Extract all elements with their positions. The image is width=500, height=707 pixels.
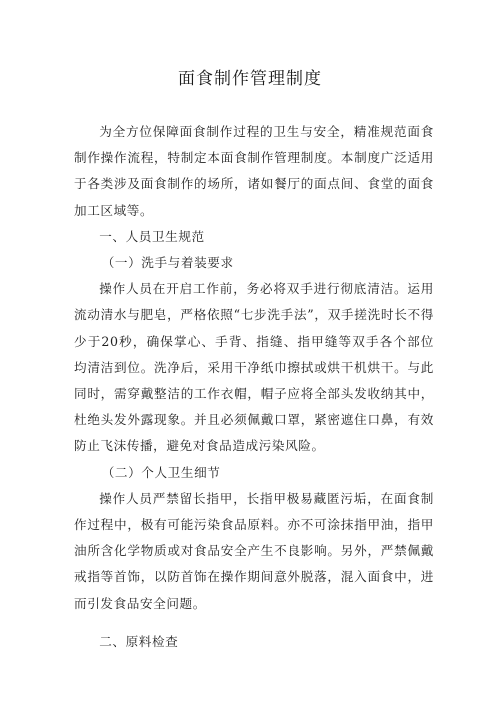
- personal-hygiene-paragraph: 操作人员严禁留长指甲，长指甲极易藏匿污垢，在面食制作过程中，极有可能污染食品原料。亦不可涂抹指甲油，指甲油所含化学物质或对食品安全产生不良影响。另外，严禁佩戴戒指等首饰，以防首饰在操作期间意外脱落，混入面食中，进而引发食品安全问题。: [74, 490, 434, 611]
- subsection-heading-handwashing: （一）洗手与着装要求: [101, 255, 234, 271]
- section-heading-personnel-hygiene: 一、人员卫生规范: [99, 228, 205, 244]
- handwashing-paragraph: 操作人员在开启工作前，务必将双手进行彻底清洁。运用流动清水与肥皂，严格依照“七步洗手法”，双手搓洗时长不得少于20秒，确保掌心、手背、指缝、指甲缝等双手各个部位均清洁到位。洗净后，采用干净纸巾擦拭或烘干机烘干。与此同时，需穿戴整洁的工作衣帽，帽子应将全部头发收纳其中，杜绝头发外露现象。并且必须佩戴口罩，紧密遮住口鼻，有效防止飞沫传播，避免对食品造成污染风险。: [74, 281, 434, 454]
- intro-paragraph: 为全方位保障面食制作过程的卫生与安全，精准规范面食制作操作流程，特制定本面食制作管理制度。本制度广泛适用于各类涉及面食制作的场所，诸如餐厅的面点间、食堂的面食加工区域等。: [74, 124, 434, 218]
- document-title: 面食制作管理制度: [178, 69, 322, 89]
- section-spacer: [74, 617, 434, 629]
- section-heading-ingredient-inspection: 二、原料检查: [99, 633, 179, 649]
- document-body: [74, 119, 434, 655]
- subsection-heading-personal-hygiene: （二）个人卫生细节: [101, 464, 221, 480]
